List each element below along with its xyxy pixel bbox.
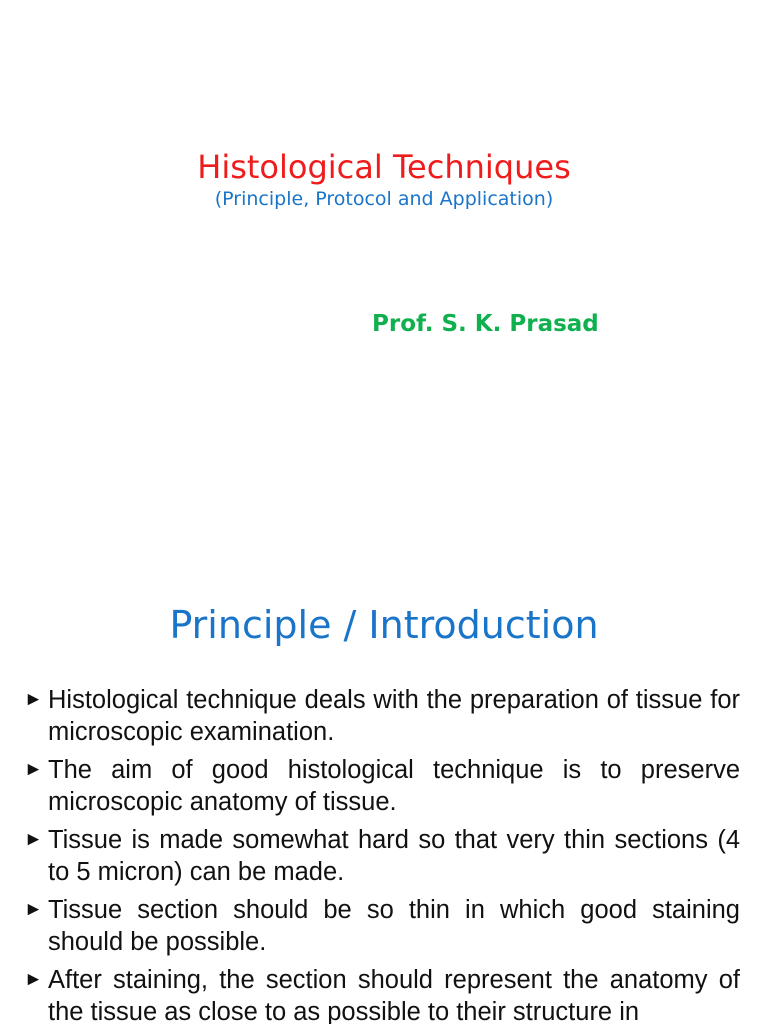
content-slide — [0, 576, 768, 1024]
bullet-arrow-icon: ► — [24, 759, 43, 780]
list-item — [24, 964, 740, 1024]
bullet-text: Tissue section should be so thin in which good staining should be possible. — [48, 896, 740, 956]
author-name: Prof. S. K. Prasad — [372, 311, 599, 337]
bullet-arrow-icon: ► — [24, 689, 43, 710]
list-item — [24, 824, 740, 888]
bullet-list — [24, 684, 740, 1024]
page-title: Histological Techniques — [197, 148, 571, 186]
bullet-text: After staining, the section should represent the anatomy of the tissue as close to as possible to their structure in — [48, 966, 740, 1024]
bullet-text: Tissue is made somewhat hard so that very thin sections (4 to 5 micron) can be made. — [48, 826, 740, 886]
bullet-arrow-icon: ► — [24, 829, 43, 850]
list-item — [24, 754, 740, 818]
list-item — [24, 684, 740, 748]
bullet-arrow-icon: ► — [24, 899, 43, 920]
bullet-text: Histological technique deals with the preparation of tissue for microscopic examination. — [48, 686, 740, 746]
bullet-text: The aim of good histological technique is to preserve microscopic anatomy of tissue. — [48, 756, 740, 816]
list-item — [24, 894, 740, 958]
bullet-arrow-icon: ► — [24, 969, 43, 990]
section-heading: Principle / Introduction — [169, 603, 599, 647]
page-subtitle: (Principle, Protocol and Application) — [214, 188, 554, 210]
